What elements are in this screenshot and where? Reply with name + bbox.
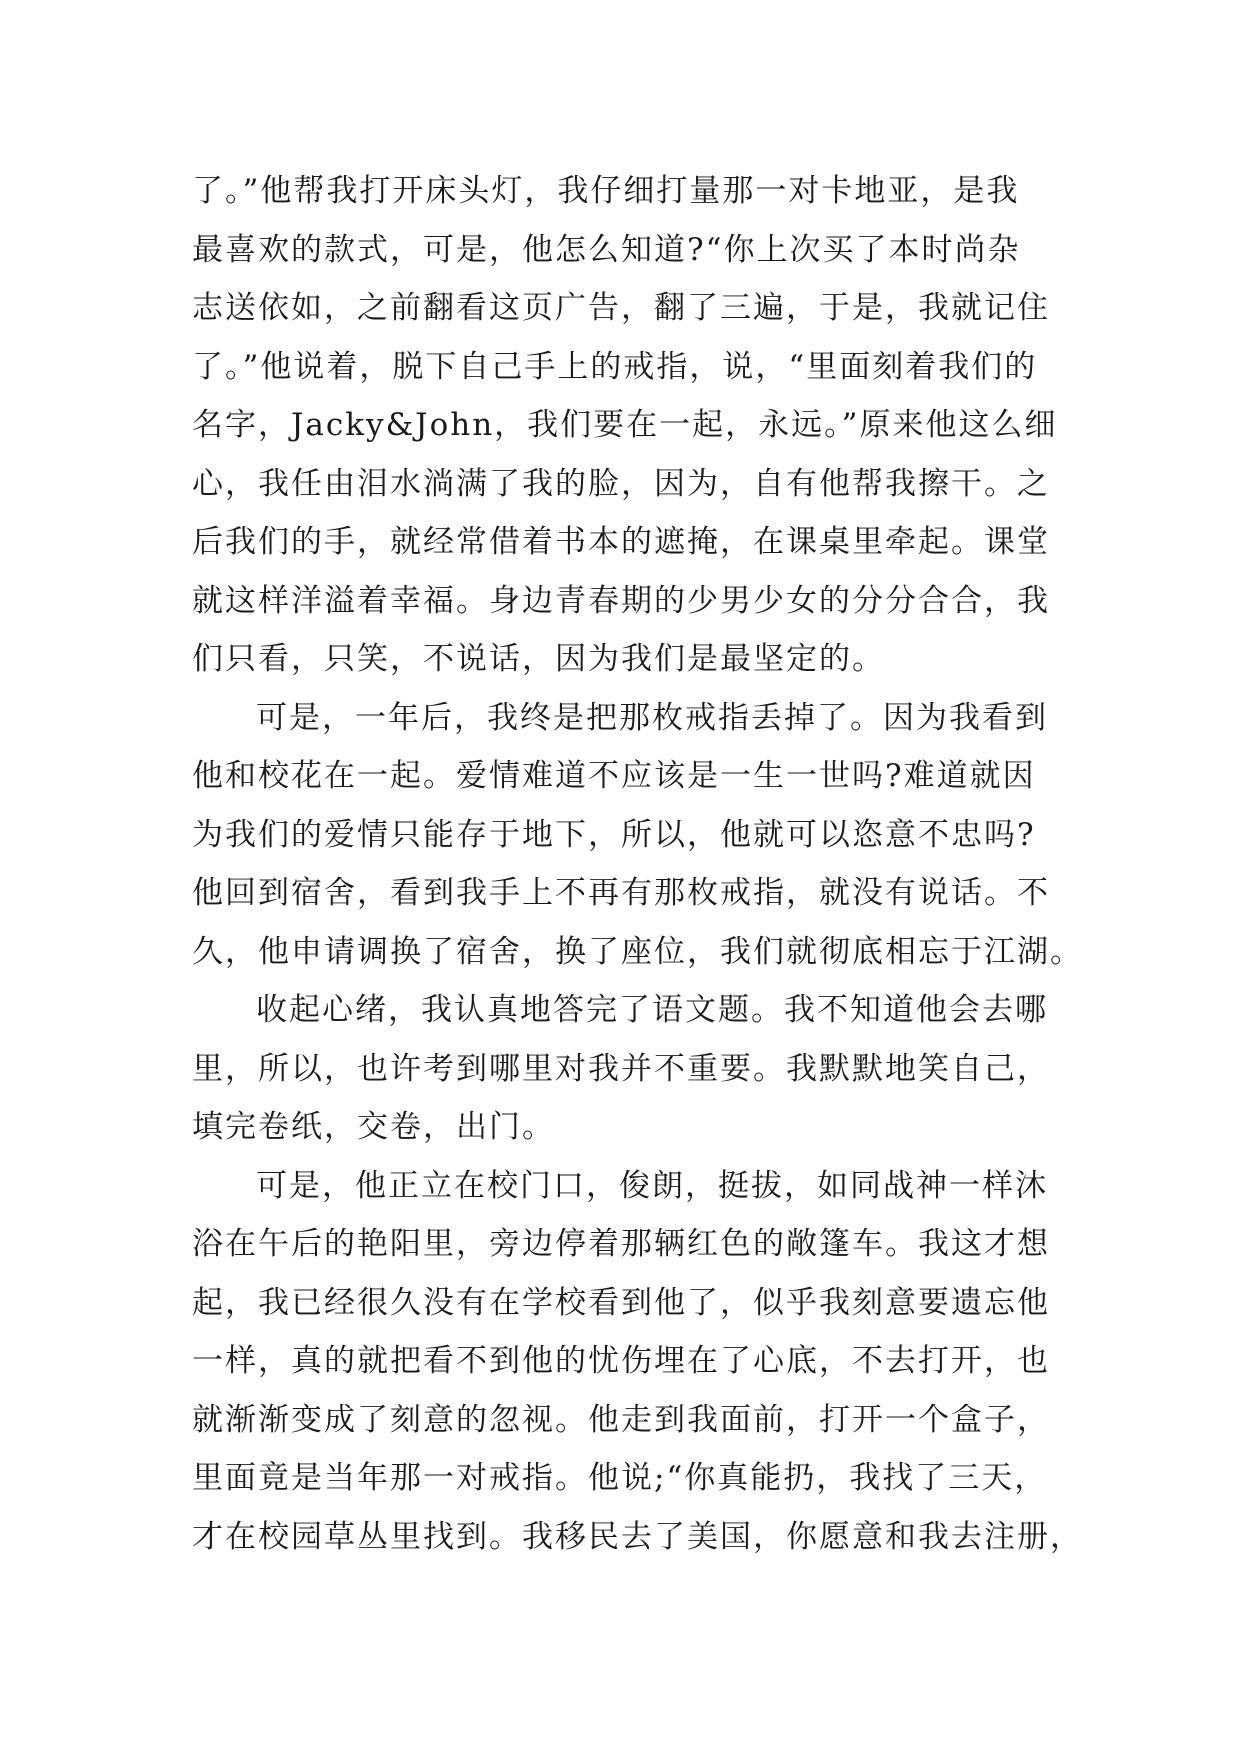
text-line: 里，所以，也许考到哪里对我并不重要。我默默地笑自己， — [192, 1050, 1050, 1087]
text-line: 他回到宿舍，看到我手上不再有那枚戒指，就没有说话。不 — [192, 875, 1050, 911]
text-line: 里面竟是当年那一对戒指。他说;“你真能扔，我找了三天， — [192, 1460, 1048, 1496]
text-line: 心，我任由泪水淌满了我的脸，因为，自有他帮我擦干。之 — [192, 465, 1050, 502]
text-line: 久，他申请调换了宿舍，换了座位，我们就彻底相忘于江湖。 — [192, 933, 1083, 970]
text-line: 志送依如，之前翻看这页广告，翻了三遍，于是，我就记住 — [192, 290, 1050, 326]
text-line: 填完卷纸，交卷，出门。 — [192, 1109, 555, 1145]
text-line: 了。”他帮我打开床头灯，我仔细打量那一对卡地亚，是我 — [192, 173, 1020, 209]
text-line: 最喜欢的款式，可是，他怎么知道?“你上次买了本时尚杂 — [192, 231, 1021, 268]
text-line: 他和校花在一起。爱情难道不应该是一生一世吗?难道就因 — [192, 758, 1036, 794]
text-line: 一样，真的就把看不到他的忧伤埋在了心底，不去打开，也 — [192, 1343, 1050, 1379]
text-line: 了。”他说着，脱下自己手上的戒指，说，“里面刻着我们的 — [192, 348, 1038, 385]
text-line: 就这样洋溢着幸福。身边青春期的少男少女的分分合合，我 — [192, 582, 1050, 619]
text-line: 才在校园草丛里找到。我移民去了美国，你愿意和我去注册， — [192, 1518, 1083, 1555]
text-line: 后我们的手，就经常借着书本的遮掩，在课桌里牵起。课堂 — [192, 524, 1050, 560]
text-line: 们只看，只笑，不说话，因为我们是最坚定的。 — [192, 641, 885, 677]
text-line: 名字，Jacky&John，我们要在一起，永远。”原来他这么细 — [192, 407, 1058, 443]
text-line: 浴在午后的艳阳里，旁边停着那辆红色的敞篷车。我这才想 — [192, 1226, 1050, 1262]
text-line: 起，我已经很久没有在学校看到他了，似乎我刻意要遗忘他 — [192, 1284, 1050, 1321]
paragraph-first-line: 可是，一年后，我终是把那枚戒指丢掉了。因为我看到 — [256, 699, 1048, 736]
paragraph-first-line: 可是，他正立在校门口，俊朗，挺拔，如同战神一样沐 — [256, 1167, 1048, 1204]
text-line: 就渐渐变成了刻意的忽视。他走到我面前，打开一个盒子， — [192, 1401, 1050, 1438]
text-line: 为我们的爱情只能存于地下，所以，他就可以恣意不忠吗? — [192, 816, 1036, 853]
paragraph-first-line: 收起心绪，我认真地答完了语文题。我不知道他会去哪 — [256, 992, 1048, 1028]
body-text — [192, 162, 1083, 1566]
